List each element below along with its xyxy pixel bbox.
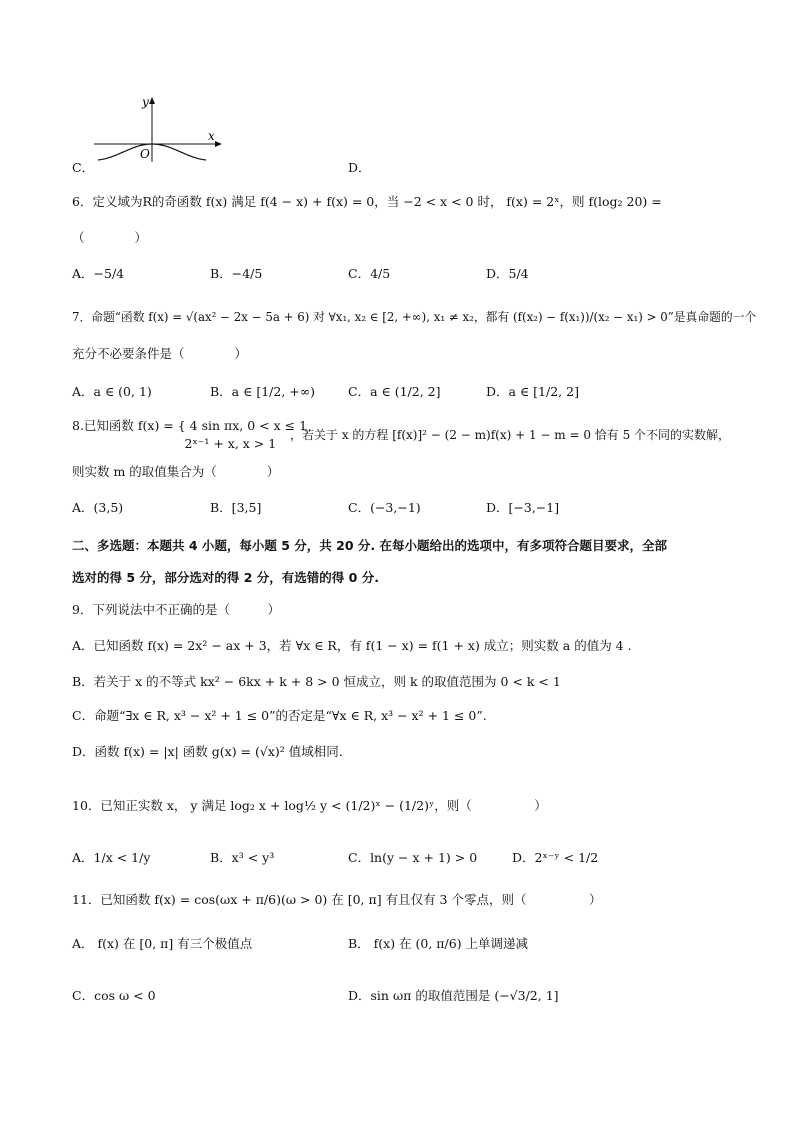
q8-option-c: C．(−3,−1) <box>348 500 421 515</box>
q7-stem-line1: 7．命题“函数 f(x) = √(ax² − 2x − 5a + 6) 对 ∀x₁, x₂ ∈ [2, +∞), x₁ ≠ x₂，都有 (f(x₂) − f(x₁))/(x₂ − x₁) > 0”是真命题的一个 <box>72 310 757 324</box>
q6-option-c: C．4/5 <box>348 266 391 281</box>
q8-option-d: D．[−3,−1] <box>486 500 560 515</box>
origin-label: O <box>140 147 150 161</box>
q6-stem-line1: 6．定义域为R的奇函数 f(x) 满足 f(4 − x) + f(x) = 0，当 −2 < x < 0 时， f(x) = 2ˣ，则 f(log₂ 20) = <box>72 194 662 209</box>
q6-option-a: A．−5/4 <box>72 266 125 281</box>
q5-option-d-label: D． <box>348 160 371 175</box>
q9-option-b: B．若关于 x 的不等式 kx² − 6kx + k + 8 > 0 恒成立，则 k 的取值范围为 0 < k < 1 <box>72 674 561 689</box>
q7-stem-line2: 充分不必要条件是（ ） <box>72 346 248 361</box>
q5-option-c-graph <box>88 92 228 164</box>
section2-heading-line2: 选对的得 5 分，部分选对的得 2 分，有选错的得 0 分. <box>72 570 379 585</box>
q10-stem: 10．已知正实数 x， y 满足 log₂ x + log½ y < (1/2)ˣ − (1/2)ʸ，则（ ） <box>72 798 547 813</box>
q11-option-a: A． f(x) 在 [0, π] 有三个极值点 <box>72 936 253 951</box>
q10-option-b: B．x³ < y³ <box>210 850 275 865</box>
y-axis-label: y <box>142 95 149 109</box>
q8-option-a: A．(3,5) <box>72 500 124 515</box>
q9-stem: 9．下列说法中不正确的是（ ） <box>72 602 280 617</box>
x-axis-arrow <box>215 141 222 147</box>
q6-stem-line2: （ ） <box>72 230 148 245</box>
q9-option-d: D．函数 f(x) = |x| 函数 g(x) = (√x)² 值域相同. <box>72 744 343 759</box>
q8-option-b: B．[3,5] <box>210 500 262 515</box>
q8-stem-piecewise-bottom: 2ˣ⁻¹ + x, x > 1 <box>72 436 277 451</box>
q7-option-c: C．a ∈ (1/2, 2] <box>348 384 441 399</box>
q10-option-c: C．ln(y − x + 1) > 0 <box>348 850 478 865</box>
q7-option-b: B．a ∈ [1/2, +∞) <box>210 384 316 399</box>
q11-stem: 11．已知函数 f(x) = cos(ωx + π/6)(ω > 0) 在 [0, π] 有且仅有 3 个零点，则（ ） <box>72 892 602 907</box>
q9-option-c: C．命题“∃x ∈ R, x³ − x² + 1 ≤ 0”的否定是“∀x ∈ R, x³ − x² + 1 ≤ 0”. <box>72 708 487 723</box>
q10-option-a: A．1/x < 1/y <box>72 850 151 865</box>
q7-option-d: D．a ∈ [1/2, 2] <box>486 384 579 399</box>
q11-option-b: B． f(x) 在 (0, π/6) 上单调递减 <box>348 936 529 951</box>
q8-stem-piecewise-top: 8.已知函数 f(x) = { 4 sin πx, 0 < x ≤ 1 <box>72 418 308 433</box>
q8-stem-line2: 则实数 m 的取值集合为（ ） <box>72 464 280 479</box>
y-axis-arrow <box>149 97 155 104</box>
q10-option-d: D．2ˣ⁻ʸ < 1/2 <box>512 850 599 865</box>
q5-option-c-label: C． <box>72 160 95 175</box>
q11-option-d: D．sin ωπ 的取值范围是 (−√3/2, 1] <box>348 988 559 1003</box>
q7-option-a: A．a ∈ (0, 1) <box>72 384 152 399</box>
q11-option-c: C．cos ω < 0 <box>72 988 156 1003</box>
q9-option-a: A．已知函数 f(x) = 2x² − ax + 3，若 ∀x ∈ R，有 f(1 − x) = f(1 + x) 成立；则实数 a 的值为 4 . <box>72 638 632 653</box>
q6-option-d: D．5/4 <box>486 266 529 281</box>
q8-stem-line1-rest: ，若关于 x 的方程 [f(x)]² − (2 − m)f(x) + 1 − m = 0 恰有 5 个不同的实数解， <box>290 428 731 442</box>
section2-heading-line1: 二、多选题：本题共 4 小题，每小题 5 分，共 20 分. 在每小题给出的选项中，有多项符合题目要求，全部 <box>72 538 668 553</box>
x-axis-label: x <box>208 129 215 143</box>
q6-option-b: B．−4/5 <box>210 266 263 281</box>
